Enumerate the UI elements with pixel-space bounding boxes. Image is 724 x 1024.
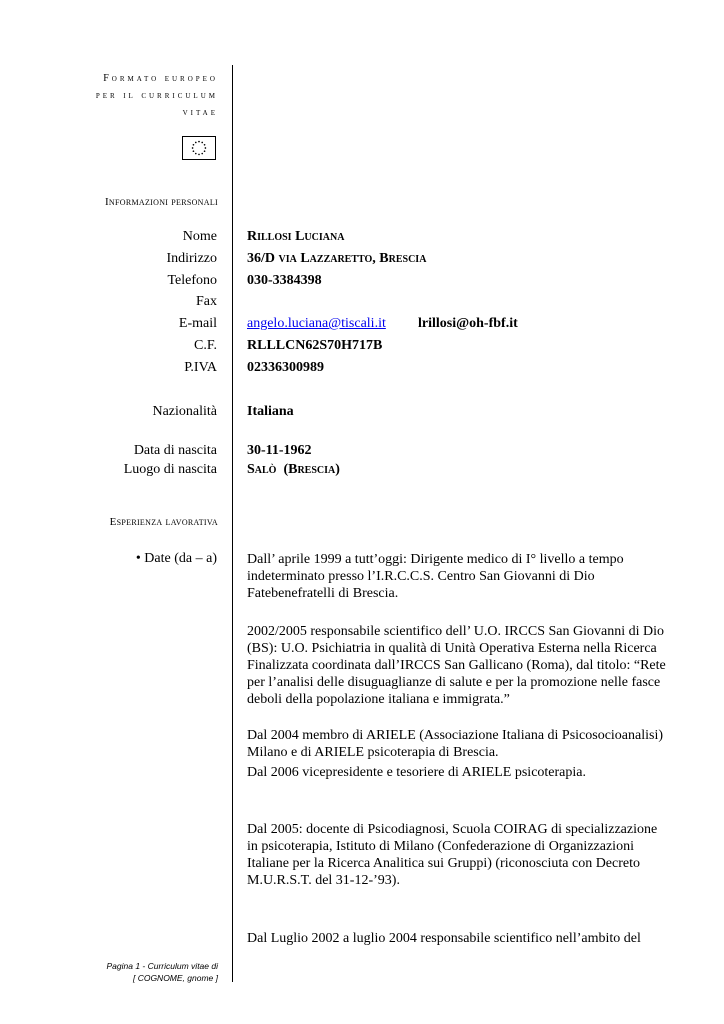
header-line-1: Formato europeo	[103, 73, 218, 84]
value-nome: Rillosi Luciana	[247, 229, 345, 244]
eu-star-icon	[195, 142, 197, 144]
page-footer	[107, 960, 219, 984]
value-indirizzo: 36/D via Lazzaretto, Brescia	[247, 251, 427, 266]
label-nazionalita: Nazionalità	[152, 404, 217, 419]
experience-paragraph-1: Dall’ aprile 1999 a tutt’oggi: Dirigente medico di I° livello a tempo indeterminato presso l’I.R.C.C.S. Centro San Giovanni di Dio Fatebenefratelli di Brescia.	[247, 552, 624, 601]
eu-star-icon	[192, 147, 194, 149]
eu-star-icon	[195, 153, 197, 155]
section-title-personal: Informazioni personali	[104, 196, 218, 208]
experience-paragraph-5: Dal 2005: docente di Psicodiagnosi, Scuola COIRAG di specializzazione in psicoterapia, Istituto di Milano (Confederazione di Organizzazioni Italiane per la Ricerca Analitica sui Gruppi) (riconosciuta con Decreto M.U.R.S.T. del 31-12-’93).	[247, 822, 658, 888]
eu-flag-icon	[182, 136, 216, 160]
label-piva: P.IVA	[184, 360, 217, 375]
label-luogo-nascita: Luogo di nascita	[123, 462, 217, 477]
eu-star-icon	[193, 144, 195, 146]
document-header	[96, 70, 218, 121]
eu-star-icon	[205, 147, 207, 149]
eu-star-icon	[204, 150, 206, 152]
section-title-experience: Esperienza lavorativa	[109, 516, 218, 528]
eu-star-icon	[201, 142, 203, 144]
footer-line-2: [ COGNOME, gnome ]	[132, 973, 218, 983]
eu-star-icon	[198, 141, 200, 143]
eu-star-icon	[198, 154, 200, 156]
eu-star-icon	[201, 153, 203, 155]
experience-paragraph-6: Dal Luglio 2002 a luglio 2004 responsabile scientifico nell’ambito del	[247, 931, 641, 946]
value-cf: RLLLCN62S70H717B	[247, 338, 383, 353]
value-email-2: lrillosi@oh-fbf.it	[418, 316, 518, 331]
value-piva: 02336300989	[247, 360, 324, 375]
experience-paragraph-3: Dal 2004 membro di ARIELE (Associazione Italiana di Psicosocioanalisi) Milano e di ARIELE psicoterapia di Brescia.	[247, 728, 664, 760]
column-divider	[232, 65, 233, 982]
value-data-nascita: 30-11-1962	[247, 443, 312, 458]
label-date: • Date (da – a)	[135, 551, 217, 566]
header-line-3: vitae	[182, 107, 218, 118]
experience-paragraph-4: Dal 2006 vicepresidente e tesoriere di ARIELE psicoterapia.	[247, 765, 586, 780]
header-line-2: per il curriculum	[95, 90, 218, 101]
label-cf: C.F.	[193, 338, 217, 353]
label-email: E-mail	[178, 316, 217, 331]
value-telefono: 030-3384398	[247, 273, 322, 288]
label-fax: Fax	[196, 294, 217, 309]
email-link[interactable]: angelo.luciana@tiscali.it	[247, 316, 386, 331]
label-nome: Nome	[182, 229, 217, 244]
value-luogo-nascita: Salò (Brescia)	[247, 462, 340, 477]
label-data-nascita: Data di nascita	[133, 443, 217, 458]
value-nazionalita: Italiana	[247, 404, 294, 419]
experience-paragraph-2: 2002/2005 responsabile scientifico dell’ U.O. IRCCS San Giovanni di Dio (BS): U.O. Psichiatria in qualità di Unità Operativa Esterna nella Ricerca Finalizzata coordinata dall’IRCCS San Gallicano (Roma), dal titolo: “Rete per l’analisi delle disuguaglianze di salute e per la promozione nelle fasce deboli della popolazione italiana e immigrata.”	[247, 624, 666, 707]
eu-star-icon	[193, 150, 195, 152]
footer-line-1: Pagina 1 - Curriculum vitae di	[106, 961, 218, 971]
eu-star-icon	[204, 144, 206, 146]
label-telefono: Telefono	[167, 273, 217, 288]
label-indirizzo: Indirizzo	[166, 251, 217, 266]
